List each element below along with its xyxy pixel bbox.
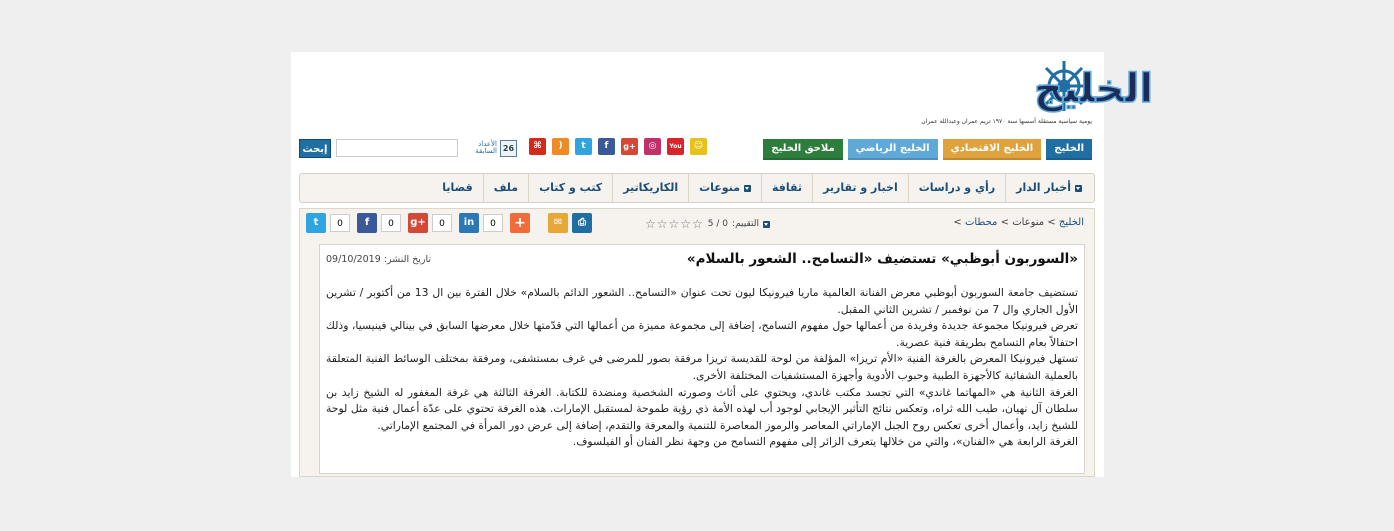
archive-link[interactable] — [463, 139, 519, 157]
nav-label: رأي و دراسات — [918, 181, 996, 194]
search-button[interactable]: إبحث — [299, 139, 331, 158]
nav-label: أخبار الدار — [1016, 181, 1071, 194]
section-tabs — [763, 139, 1092, 160]
nav-label: ثقافة — [772, 181, 803, 194]
article-paragraph: الغرفة الثانية هي «المهاتما غاندي» التي تجسد مكتب غاندي، ويحتوي على أثاث وصورته الشخصية ومنضدة للكتابة. الغرفة الثالثة هي غرفة المغفور له الشيخ زايد بن سلطان آل نهيان، طيب الله ثراه، وتعكس نتائج التأثير الإيجابي لوجود أب لهذه الأمة ذي رؤية طموحة لمستقبل الإمارات. هذه الغرفة تحتوي على عدّة أعمال فنية مثل لوحة للشيخ زايد، وأعمال أخرى تعكس روح الجبل الإماراتي المعاصر والرموز المعاصرة للتنمية والمعرفة والتقدم، إضافة إلى عرض دور المرأة في المجتمع الإماراتي. — [326, 385, 1078, 432]
tab-sports[interactable]: الخليج الرياضي — [848, 139, 938, 160]
svg-text:الخليج: الخليج — [1034, 66, 1154, 112]
share-count: 0 — [432, 214, 452, 232]
archive-label: الأعداد السابقة — [475, 140, 497, 155]
article-paragraph: تعرض فيرونيكا مجموعة جديدة وفريدة من أعمالها حول مفهوم التسامح، إضافة إلى مجموعة مميزة من أعمالها التي قدّمتها خلال معرضها السابق في بينالي فينيسيا، وذلك احتفالاً بعام التسامح بطريقة فنية عصرية. — [326, 319, 1078, 349]
chevron-down-icon — [744, 185, 751, 192]
facebook-share-icon[interactable]: f — [357, 213, 377, 233]
tab-alkhaleej[interactable]: الخليج — [1046, 139, 1092, 160]
page — [291, 52, 1154, 477]
facebook-icon[interactable]: f — [598, 138, 615, 155]
article — [319, 244, 1085, 474]
star-rating-icon[interactable]: ☆☆☆☆☆ — [645, 217, 704, 231]
youtube-icon[interactable]: You — [667, 138, 684, 155]
email-icon[interactable]: ✉ — [548, 213, 568, 233]
breadcrumb-subsection[interactable]: محطات — [964, 217, 998, 228]
nav-item-caricature[interactable] — [612, 174, 688, 202]
nav-item-opinion[interactable] — [908, 174, 1005, 202]
article-body — [326, 285, 1078, 451]
nav-label: كتب و كتاب — [539, 181, 603, 194]
instagram-icon[interactable]: ◎ — [644, 138, 661, 155]
google-plus-share-icon[interactable]: g+ — [408, 213, 428, 233]
article-paragraph: تستهل فيرونيكا المعرض بالغرفة الفنية «الأم تريزا» المؤلفة من لوحة للقديسة تريزا مرفقة بصور للمرضى في غرف بمستشفى، ومرفقة بمختلف الوسائط الفنية المتعلقة بالعملية الشفائية كالأجهزة الطبية وحبوب الأدوية وأجهزة المستشفيات المختلفة الأخرى. — [326, 352, 1078, 382]
linkedin-icon[interactable]: in — [459, 213, 479, 233]
rating — [645, 217, 770, 231]
article-title: «السوربون أبوظبي» تستضيف «التسامح.. الشعور بالسلام» — [686, 251, 1078, 267]
publish-date: تاريخ النشر: 09/10/2019 — [326, 254, 432, 265]
nav-item-news[interactable] — [1005, 174, 1092, 202]
breadcrumb-separator: > — [953, 217, 962, 228]
share-count: 0 — [330, 214, 350, 232]
nav-label: منوعات — [699, 181, 741, 194]
breadcrumb-separator: > — [1000, 217, 1009, 228]
nav-item-file[interactable] — [483, 174, 528, 202]
rss-icon[interactable]: ) — [552, 138, 569, 155]
twitter-icon[interactable]: t — [575, 138, 592, 155]
snapchat-icon[interactable]: ☺ — [690, 138, 707, 155]
chevron-down-icon[interactable] — [763, 221, 770, 228]
share-count: 0 — [381, 214, 401, 232]
article-paragraph: تستضيف جامعة السوربون أبوظبي معرض الفنانة العالمية ماريا فيرونيكا ليون تحت عنوان «التسامح.. الشعور الدائم بالسلام» خلال الفترة بين ال 13 من أكتوبر / تشرين الأول الجاري وال 7 من نوفمبر / تشرين الثاني المقبل. — [326, 286, 1079, 316]
nav-label: قضايا — [442, 181, 473, 194]
google-plus-icon[interactable]: g+ — [621, 138, 638, 155]
masthead-tagline: يومية سياسية مستقلة أسسها سنة ١٩٧٠ تريم عمران وعبدالله عمران — [921, 118, 1092, 125]
addthis-icon[interactable]: + — [510, 213, 530, 233]
main-nav — [299, 173, 1095, 203]
social-links — [529, 138, 707, 155]
nav-item-issues[interactable] — [432, 174, 482, 202]
nav-item-misc[interactable] — [688, 174, 761, 202]
print-icon[interactable]: ⎙ — [572, 213, 592, 233]
content-area — [299, 208, 1095, 477]
newspaper-logo-text — [894, 60, 1154, 112]
share-count: 0 — [483, 214, 503, 232]
nav-label: اخبار و تقارير — [823, 181, 898, 194]
breadcrumb-separator: > — [1047, 217, 1056, 228]
breadcrumb-section[interactable]: منوعات — [1012, 217, 1045, 228]
nav-item-reports[interactable] — [812, 174, 908, 202]
share-bar — [306, 213, 592, 233]
nav-item-books[interactable] — [528, 174, 612, 202]
breadcrumb-home[interactable]: الخليج — [1058, 217, 1084, 228]
tab-economic[interactable]: الخليج الاقتصادي — [943, 139, 1042, 160]
calendar-icon: 26 — [500, 140, 517, 157]
rating-value: 0 / 5 — [707, 219, 729, 229]
tab-supplements[interactable]: ملاحق الخليج — [763, 139, 842, 160]
rating-label: التقييم: — [732, 219, 759, 229]
nav-label: الكاريكاتير — [623, 181, 679, 194]
search-input[interactable] — [336, 139, 458, 157]
nav-item-culture[interactable] — [761, 174, 812, 202]
pdf-icon[interactable]: ⌘ — [529, 138, 546, 155]
twitter-share-icon[interactable]: t — [306, 213, 326, 233]
article-paragraph: الغرفة الرابعة هي «الفنان»، والتي من خلالها يتعرف الزائر إلى مفهوم التسامح من وجهة نظر الفنان أو الفيلسوف. — [572, 435, 1078, 449]
nav-label: ملف — [493, 181, 519, 194]
breadcrumb — [953, 217, 1084, 228]
chevron-down-icon — [1075, 185, 1082, 192]
masthead-logo[interactable] — [892, 58, 1154, 126]
